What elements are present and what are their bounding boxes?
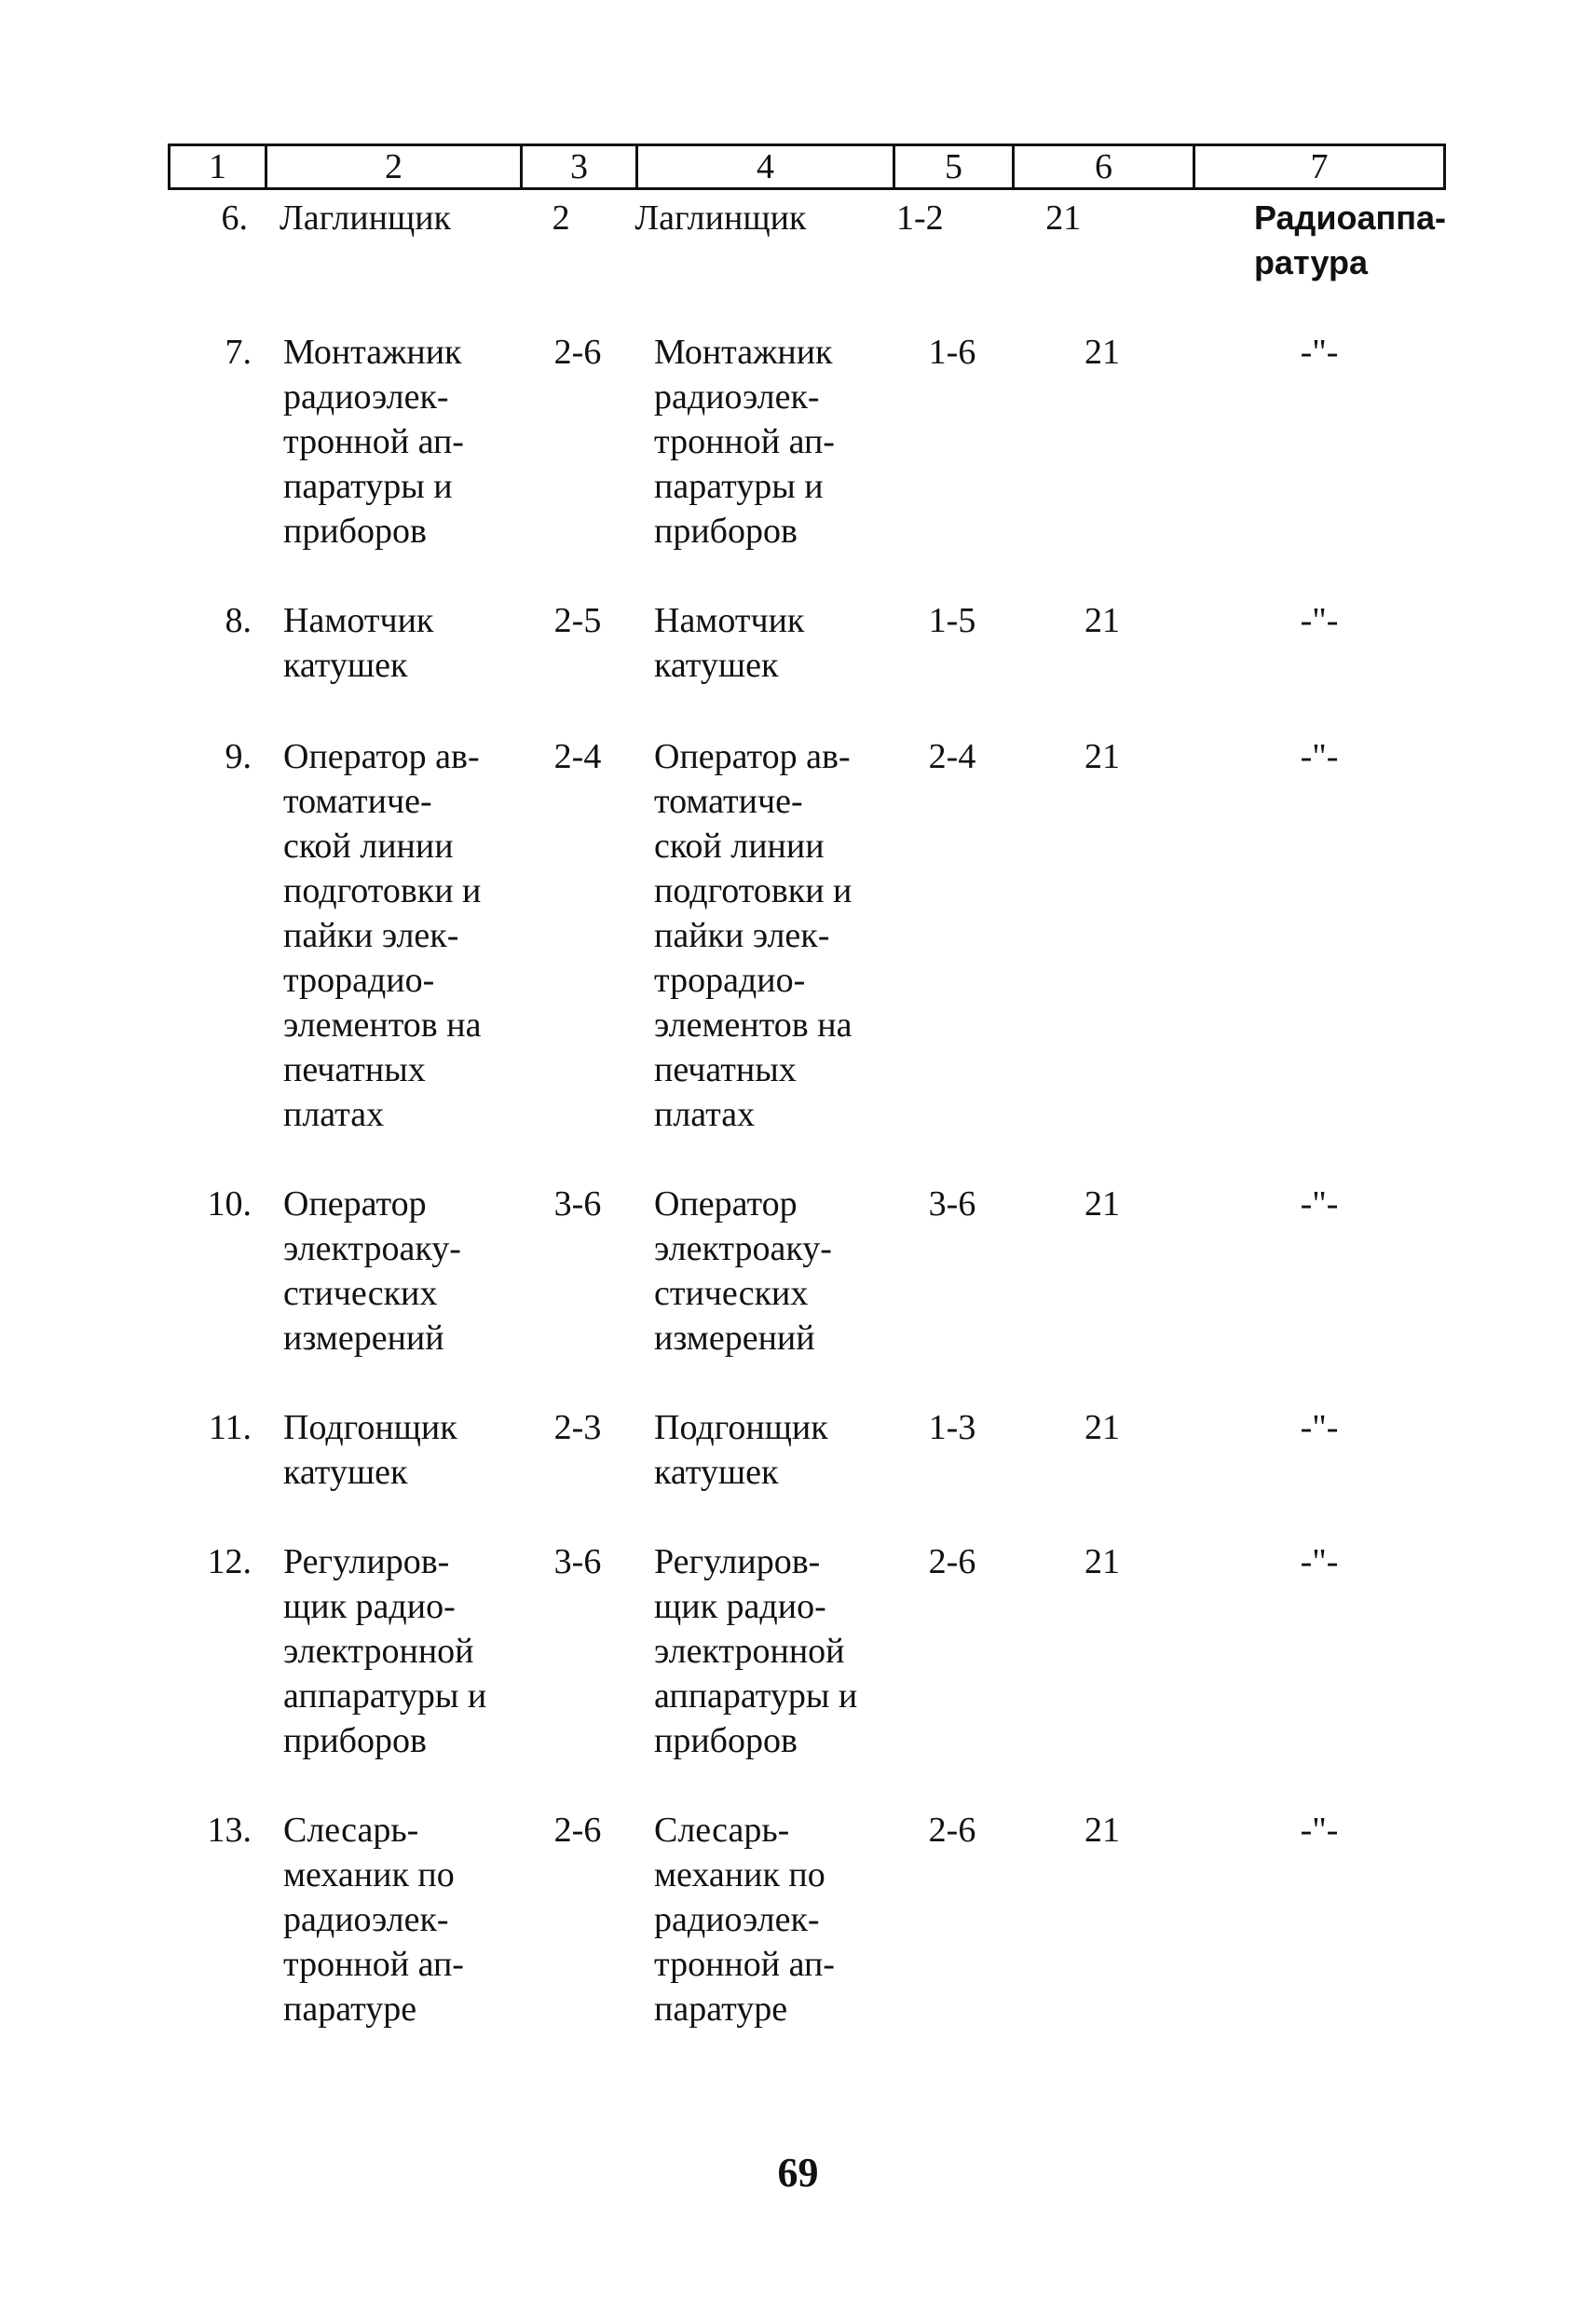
text-line: Оператор [283,1184,427,1224]
header-cell: 1 [171,146,267,187]
profession-new [616,196,863,330]
table-row [168,734,1446,1182]
row-number: 9. [225,737,252,776]
text-line: катушек [283,646,408,685]
text-line: Регулиров- [654,1542,821,1581]
profession-new [635,598,893,734]
text-line: Оператор ав- [283,737,480,776]
grades-new: 3-6 [928,1184,976,1224]
text-line: Лаглинщик [280,198,452,238]
text-line: стических [654,1274,809,1313]
section-number: 21 [1084,737,1120,776]
text-line: приборов [283,1721,427,1760]
table-row [168,1808,1446,2087]
section-note [1193,330,1446,598]
text-line: электроаку- [283,1229,461,1268]
text-line: радиоэлек- [654,377,820,417]
text-line: Лаглинщик [634,198,807,238]
text-line: катушек [283,1453,408,1492]
grades-old: 2 [552,198,570,238]
text-line: тронной ап- [654,1945,835,1984]
text-line: элементов на [654,1005,853,1045]
page-number: 69 [777,2150,819,2195]
table-row [168,1405,1446,1539]
text-line: -"- [1300,601,1339,640]
text-line: ской линии [283,827,454,866]
text-line: катушек [654,1453,779,1492]
section-note [1193,734,1446,1182]
profession-old [265,330,520,598]
text-line: ратура [1253,243,1369,281]
text-line: щик радио- [654,1587,826,1626]
profession-old [265,734,520,1182]
profession-new [635,734,893,1182]
text-line: Оператор [654,1184,798,1224]
table-row [168,598,1446,734]
grades-old: 2-6 [553,1811,602,1850]
text-line: томатиче- [654,782,803,821]
header-cell: 4 [638,146,895,187]
profession-new [635,330,893,598]
text-line: печатных [654,1050,797,1089]
section-number: 21 [1084,1542,1120,1581]
section-number: 21 [1084,601,1120,640]
section-note [1150,196,1446,330]
text-line: измерений [654,1319,815,1358]
section-note [1193,1808,1446,2087]
table-row [168,1182,1446,1405]
grades-old: 3-6 [553,1542,602,1581]
text-line: Монтажник [283,333,462,372]
text-line: пайки элек- [283,916,459,955]
text-line: томатиче- [283,782,432,821]
text-line: печатных [283,1050,426,1089]
grades-new: 2-6 [928,1811,976,1850]
text-line: щик радио- [283,1587,456,1626]
header-cell: 6 [1015,146,1195,187]
text-line: подготовки и [654,871,853,910]
text-line: электроаку- [654,1229,832,1268]
text-line: -"- [1300,333,1339,372]
text-line: -"- [1300,1811,1339,1850]
text-line: Намотчик [283,601,434,640]
profession-old [265,598,520,734]
text-line: аппаратуры и [283,1676,487,1716]
grades-old: 3-6 [553,1184,602,1224]
table-row [168,190,1446,330]
text-line: радиоэлек- [283,1900,449,1939]
text-line: тронной ап- [654,422,835,461]
text-line: паратуре [654,1990,788,2029]
text-line: платах [283,1095,385,1134]
section-note [1193,1405,1446,1539]
text-line: Оператор ав- [654,737,851,776]
text-line: приборов [654,512,798,551]
row-number: 6. [221,198,249,238]
text-line: -"- [1300,1542,1339,1581]
text-line: Подгонщик [654,1408,828,1447]
grades-new: 1-5 [928,601,976,640]
grades-old: 2-6 [553,333,602,372]
grades-old: 2-5 [553,601,602,640]
text-line: механик по [654,1855,825,1894]
section-number: 21 [1084,1811,1120,1850]
profession-new [635,1182,893,1405]
text-line: -"- [1300,737,1339,776]
text-line: измерений [283,1319,444,1358]
text-line: Регулиров- [283,1542,450,1581]
text-line: подготовки и [283,871,482,910]
header-cell: 2 [267,146,523,187]
profession-old [265,1808,520,2087]
text-line: Слесарь- [283,1811,419,1850]
text-line: радиоэлек- [283,377,449,417]
text-line: пайки элек- [654,916,830,955]
row-number: 12. [207,1542,252,1581]
table-body [168,190,1446,2087]
text-line: Намотчик [654,601,805,640]
section-note [1193,1182,1446,1405]
text-line: приборов [283,512,427,551]
text-line: радиоэлек- [654,1900,820,1939]
profession-new [635,1405,893,1539]
grades-new: 1-2 [895,198,944,238]
profession-new [635,1539,893,1808]
profession-new [635,1808,893,2087]
text-line: Подгонщик [283,1408,457,1447]
table-row [168,330,1446,598]
profession-old [265,1539,520,1808]
row-number: 8. [225,601,252,640]
text-line: -"- [1300,1184,1339,1224]
profession-old [265,1182,520,1405]
text-line: электронной [283,1632,474,1671]
text-line: катушек [654,646,779,685]
text-line: аппаратуры и [654,1676,858,1716]
grades-new: 1-6 [928,333,976,372]
grades-new: 2-4 [928,737,976,776]
profession-old [261,196,506,330]
section-number: 21 [1045,198,1082,238]
text-line: паратуре [283,1990,417,2029]
text-line: Слесарь- [654,1811,790,1850]
section-note [1193,598,1446,734]
header-cell: 7 [1310,147,1329,186]
table-header-row [168,144,1446,190]
text-line: паратуры и [654,467,824,506]
text-line: Монтажник [654,333,833,372]
grades-new: 1-3 [928,1408,976,1447]
text-line: механик по [283,1855,455,1894]
text-line: трорадио- [283,961,435,1000]
grades-new: 2-6 [928,1542,976,1581]
text-line: элементов на [283,1005,482,1045]
section-number: 21 [1084,1408,1120,1447]
grades-old: 2-3 [553,1408,602,1447]
row-number: 7. [225,333,252,372]
section-number: 21 [1084,1184,1120,1224]
header-cell: 3 [523,146,638,187]
text-line: тронной ап- [283,1945,464,1984]
grades-old: 2-4 [553,737,602,776]
text-line: стических [283,1274,438,1313]
header-cell: 5 [895,146,1015,187]
table-row [168,1539,1446,1808]
section-number: 21 [1084,333,1120,372]
text-line: ской линии [654,827,825,866]
row-number: 10. [207,1184,252,1224]
text-line: паратуры и [283,467,453,506]
profession-old [265,1405,520,1539]
text-line: Радиоаппа- [1253,198,1446,237]
text-line: трорадио- [654,961,806,1000]
text-line: приборов [654,1721,798,1760]
text-line: платах [654,1095,756,1134]
row-number: 13. [207,1811,252,1850]
text-line: электронной [654,1632,845,1671]
section-note [1193,1539,1446,1808]
text-line: тронной ап- [283,422,464,461]
text-line: -"- [1300,1408,1339,1447]
row-number: 11. [208,1408,252,1447]
